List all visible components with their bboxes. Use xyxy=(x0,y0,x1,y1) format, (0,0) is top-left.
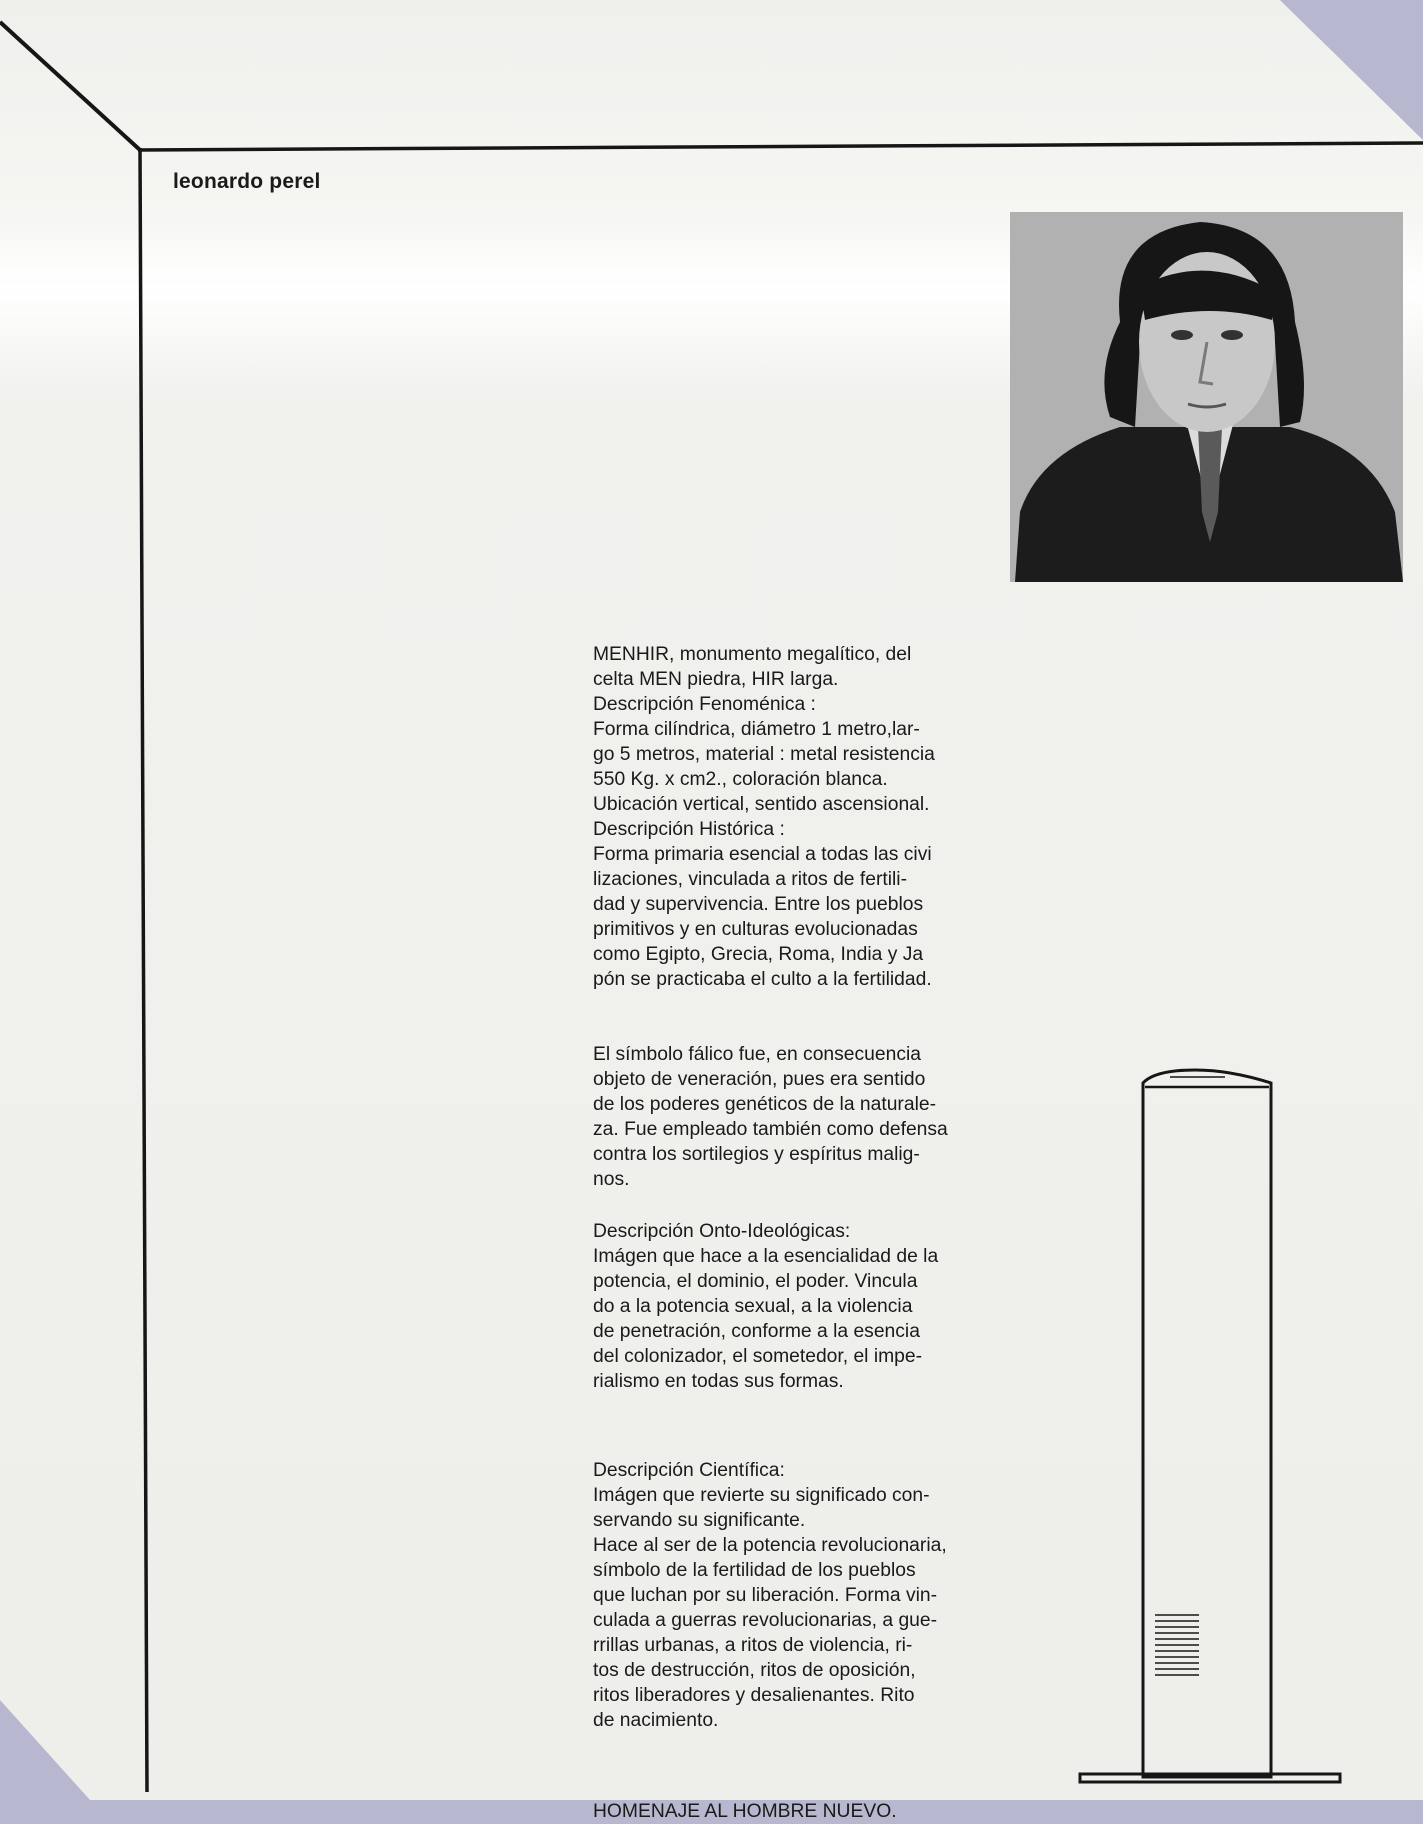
menhir-drawing xyxy=(1075,1065,1345,1795)
text-line: Descripción Fenoménica : xyxy=(593,694,816,715)
text-line: do a la potencia sexual, a la violencia xyxy=(593,1296,913,1317)
paragraph-phallic-symbol xyxy=(593,1042,1013,1192)
paragraph-scientific xyxy=(593,1458,1013,1733)
text-line: go 5 metros, material : metal resistencia xyxy=(593,744,935,765)
menhir-column xyxy=(1143,1070,1271,1777)
text-line: Imágen que hace a la esencialidad de la xyxy=(593,1246,939,1267)
text-line: 550 Kg. x cm2., coloración blanca. xyxy=(593,769,888,790)
text-line: El símbolo fálico fue, en consecuencia xyxy=(593,1044,921,1065)
text-line: tos de destrucción, ritos de oposición, xyxy=(593,1660,916,1681)
text-line: Descripción Histórica : xyxy=(593,819,785,840)
text-line: culada a guerras revolucionarias, a gue- xyxy=(593,1610,938,1631)
text-line: como Egipto, Grecia, Roma, India y Ja xyxy=(593,944,924,965)
text-line: de los poderes genéticos de la naturale- xyxy=(593,1094,937,1115)
paragraph-onto-ideological xyxy=(593,1219,1013,1394)
text-line: Imágen que revierte su significado con- xyxy=(593,1485,930,1506)
paragraph-homage xyxy=(593,1799,1013,1824)
text-line: de nacimiento. xyxy=(593,1710,719,1731)
text-line: Forma primaria esencial a todas las civi xyxy=(593,844,932,865)
menhir-description xyxy=(593,642,1013,1824)
paragraph-intro xyxy=(593,642,1013,992)
text-line: lizaciones, vinculada a ritos de fertili- xyxy=(593,869,907,890)
text-line: dad y supervivencia. Entre los pueblos xyxy=(593,894,924,915)
text-line: Forma cilíndrica, diámetro 1 metro,lar- xyxy=(593,719,920,740)
text-line: servando su significante. xyxy=(593,1510,806,1531)
text-line: nos. xyxy=(593,1169,630,1190)
text-line: pón se practicaba el culto a la fertilidad. xyxy=(593,969,932,990)
portrait-photo xyxy=(1010,212,1403,582)
text-line: objeto de veneración, pues era sentido xyxy=(593,1069,926,1090)
text-line: Ubicación vertical, sentido ascensional. xyxy=(593,794,930,815)
text-line: de penetración, conforme a la esencia xyxy=(593,1321,920,1342)
author-name: leonardo perel xyxy=(173,170,321,193)
text-line: símbolo de la fertilidad de los pueblos xyxy=(593,1560,916,1581)
homage-line: HOMENAJE AL HOMBRE NUEVO. xyxy=(593,1801,897,1822)
text-line: que luchan por su liberación. Forma vin- xyxy=(593,1585,938,1606)
menhir-hatch-marks xyxy=(1155,1615,1199,1675)
text-line: Hace al ser de la potencia revolucionaria, xyxy=(593,1535,947,1556)
text-line: del colonizador, el sometedor, el impe- xyxy=(593,1346,923,1367)
text-line: rrillas urbanas, a ritos de violencia, ri- xyxy=(593,1635,913,1656)
text-line: MENHIR, monumento megalítico, del xyxy=(593,644,912,665)
text-line: za. Fue empleado también como defensa xyxy=(593,1119,948,1140)
text-line: contra los sortilegios y espíritus malig- xyxy=(593,1144,920,1165)
text-line: rialismo en todas sus formas. xyxy=(593,1371,844,1392)
text-line: primitivos y en culturas evolucionadas xyxy=(593,919,918,940)
text-line: Descripción Científica: xyxy=(593,1460,785,1481)
text-line: celta MEN piedra, HIR larga. xyxy=(593,669,839,690)
text-line: Descripción Onto-Ideológicas: xyxy=(593,1221,851,1242)
text-line: ritos liberadores y desalienantes. Rito xyxy=(593,1685,915,1706)
text-line: potencia, el dominio, el poder. Vincula xyxy=(593,1271,918,1292)
